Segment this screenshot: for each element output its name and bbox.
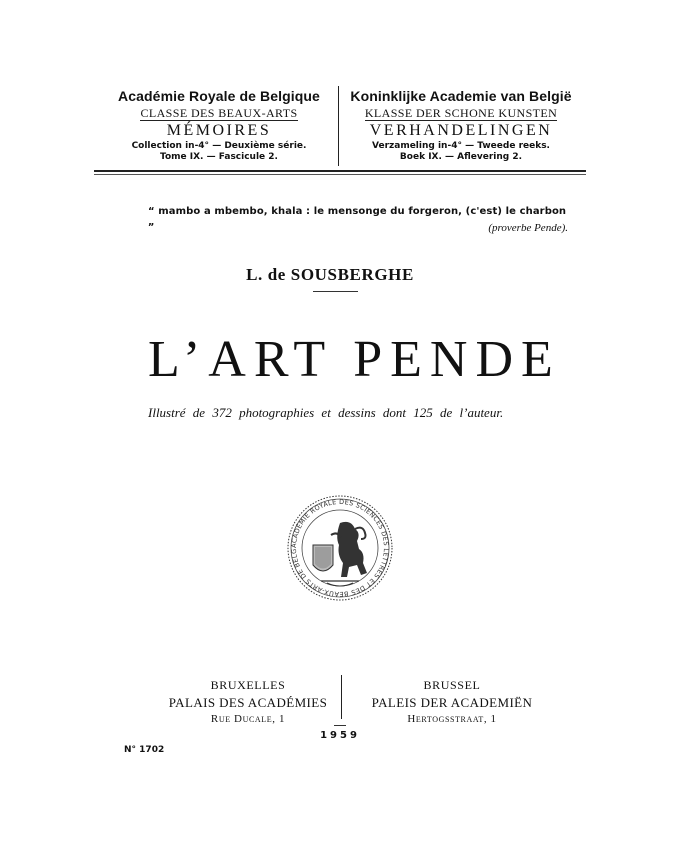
proverb-text: “ mambo a mbembo, khala : le mensonge du forgeron, (c'est) le charbon „ (148, 206, 567, 228)
header-rule-thin (94, 174, 586, 175)
author-name: L. de SOUSBERGHE (246, 265, 414, 284)
footer-divider (341, 675, 342, 719)
city-fr: BRUXELLES (210, 678, 286, 692)
header-divider (338, 86, 339, 166)
header-rule-thick (94, 170, 586, 172)
seal-text: ACADÉMIE ROYALE DES SCIENCES DES LETTRES ET DES BEAUX-ARTS DE BELG (289, 497, 391, 599)
proverb-source: (proverbe Pende). (488, 222, 568, 234)
series-name-nl: VERHANDELINGEN (369, 122, 553, 139)
lion-seal-icon (285, 493, 395, 608)
header-left (104, 88, 334, 163)
header-right (346, 88, 576, 163)
palais-fr: PALAIS DES ACADÉMIES (168, 695, 328, 710)
class-name-nl (346, 105, 576, 121)
author-rule (313, 291, 358, 292)
class-name-nl-text: KLASSE DER SCHONE KUNSTEN (364, 106, 558, 120)
series-name-fr: MÉMOIRES (166, 122, 272, 139)
publication-year: 1959 (320, 730, 360, 741)
academy-name-fr: Académie Royale de Belgique (118, 88, 320, 104)
palais-nl: PALEIS DER ACADEMIËN (371, 695, 533, 710)
class-name-fr-text: CLASSE DES BEAUX-ARTS (140, 106, 298, 120)
memoir-number: N° 1702 (124, 745, 165, 755)
svg-text:ACADÉMIE ROYALE DES SCIENCES D (285, 493, 390, 598)
city-nl: BRUSSEL (423, 678, 481, 692)
street-fr: Rue Ducale, 1 (210, 713, 286, 725)
street-nl: Hertogsstraat, 1 (407, 713, 497, 725)
footer-right (352, 677, 552, 727)
year-rule (334, 725, 346, 726)
tome-fr: Tome IX. — Fascicule 2. (160, 152, 278, 162)
book-title: L’ART PENDE (148, 331, 561, 388)
class-name-fr (104, 105, 334, 121)
footer-left (158, 677, 338, 727)
tome-nl: Boek IX. — Aflevering 2. (399, 152, 523, 162)
collection-nl: Verzameling in-4° — Tweede reeks. (372, 141, 550, 151)
book-subtitle: Illustré de 372 photographies et dessins dont 125 de l’auteur. (148, 405, 504, 420)
collection-fr: Collection in-4° — Deuxième série. (131, 141, 307, 151)
academy-name-nl: Koninklijke Academie van België (350, 88, 572, 104)
